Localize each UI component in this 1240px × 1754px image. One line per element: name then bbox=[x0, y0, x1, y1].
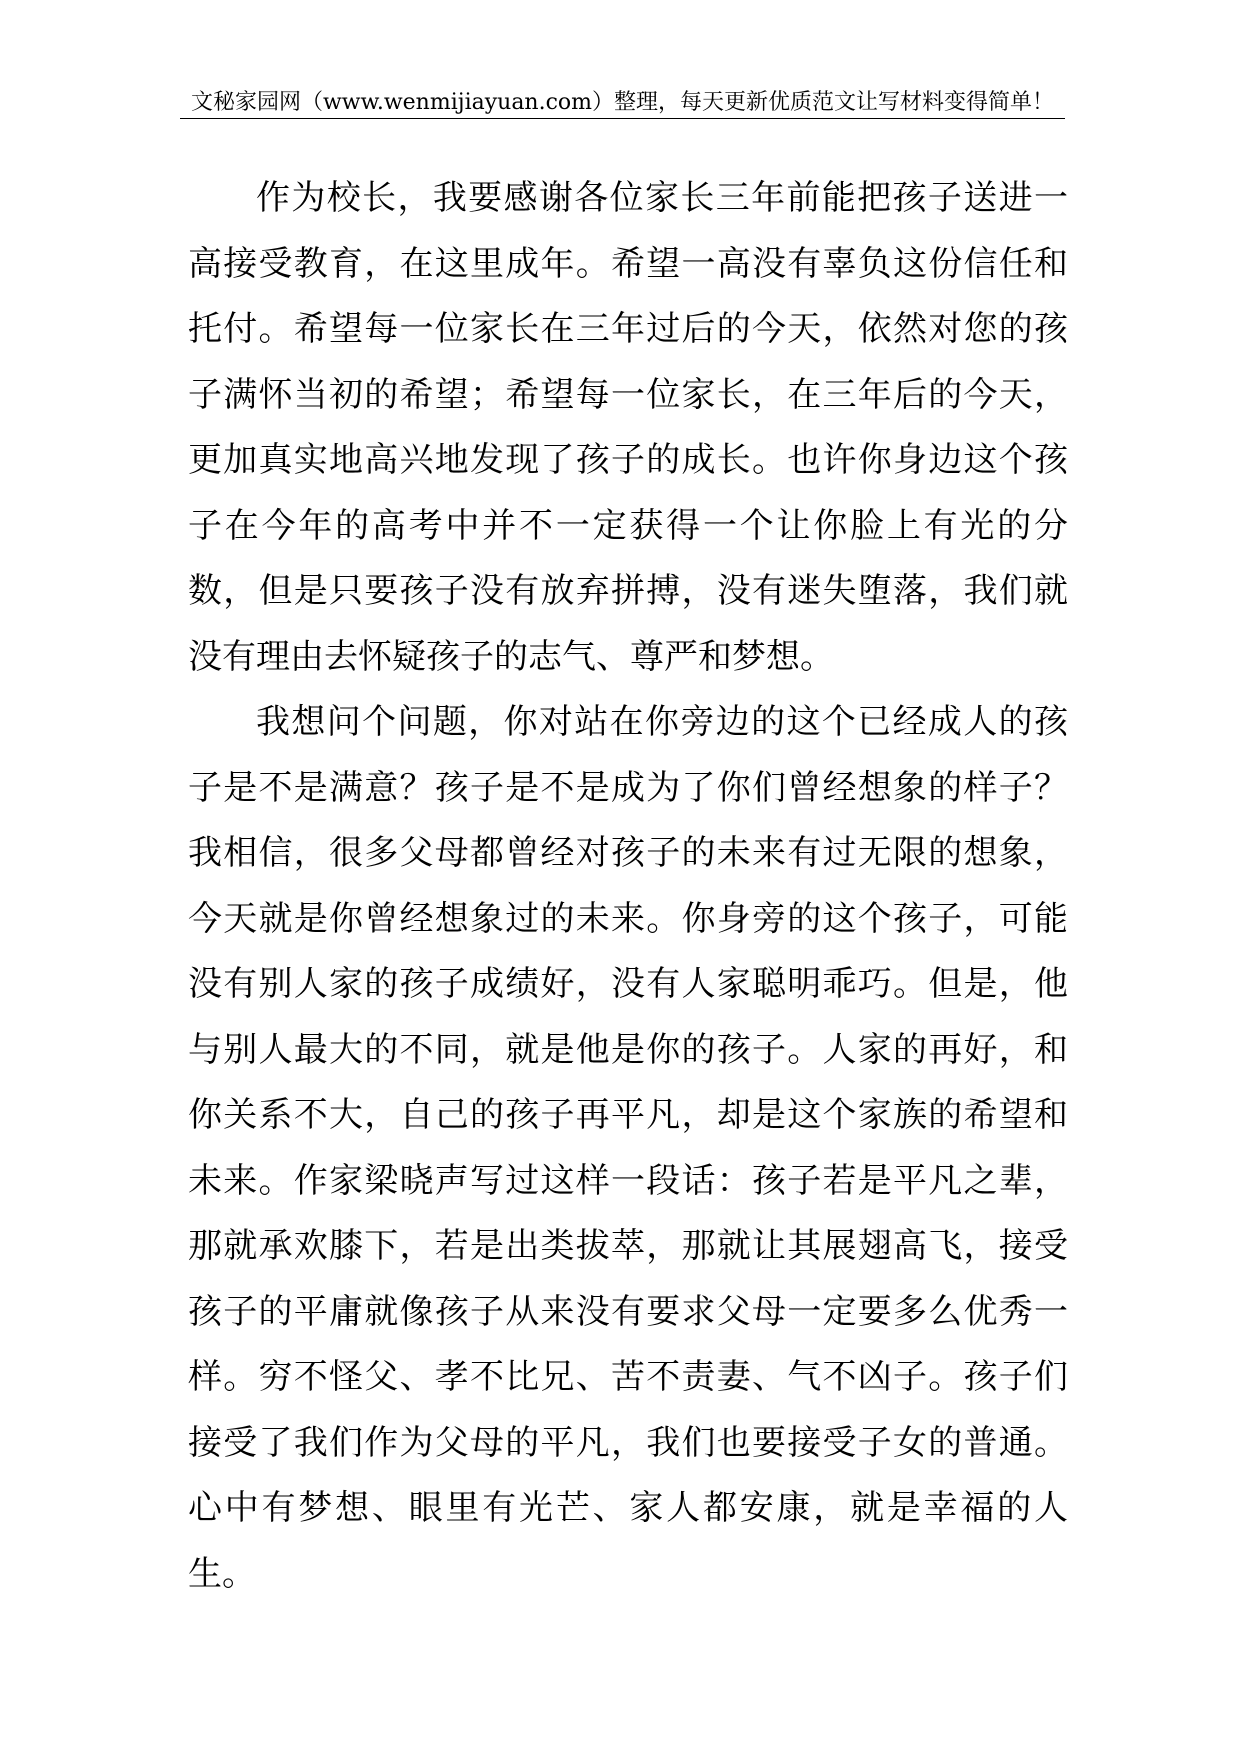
paragraph-1: 作为校长，我要感谢各位家长三年前能把孩子送进一高接受教育，在这里成年。希望一高没有辜负这份信任和托付。希望每一位家长在三年过后的今天，依然对您的孩子满怀当初的希望；希望每一位家长，在三年后的今天，更加真实地高兴地发现了孩子的成长。也许你身边这个孩子在今年的高考中并不一定获得一个让你脸上有光的分数，但是只要孩子没有放弃拼搏，没有迷失堕落，我们就没有理由去怀疑孩子的志气、尊严和梦想。 bbox=[188, 178, 1068, 677]
paragraph-2: 我想问个问题，你对站在你旁边的这个已经成人的孩子是不是满意？孩子是不是成为了你们曾经想象的样子？我相信，很多父母都曾经对孩子的未来有过无限的想象，今天就是你曾经想象过的未来。你身旁的这个孩子，可能没有别人家的孩子成绩好，没有人家聪明乖巧。但是，他与别人最大的不同，就是他是你的孩子。人家的再好，和你关系不大，自己的孩子再平凡，却是这个家族的希望和未来。作家梁晓声写过这样一段话：孩子若是平凡之辈，那就承欢膝下，若是出类拔萃，那就让其展翅高飞，接受孩子的平庸就像孩子从来没有要求父母一定要多么优秀一样。穷不怪父、孝不比兄、苦不责妻、气不凶子。孩子们接受了我们作为父母的平凡，我们也要接受子女的普通。心中有梦想、眼里有光芒、家人都安康，就是幸福的人生。 bbox=[188, 702, 1068, 1594]
page-header: 文秘家园网（www.wenmijiayuan.com）整理，每天更新优质范文让写材料变得简单！ bbox=[190, 90, 1055, 115]
document-body bbox=[188, 166, 1068, 1607]
header-divider bbox=[180, 118, 1065, 119]
